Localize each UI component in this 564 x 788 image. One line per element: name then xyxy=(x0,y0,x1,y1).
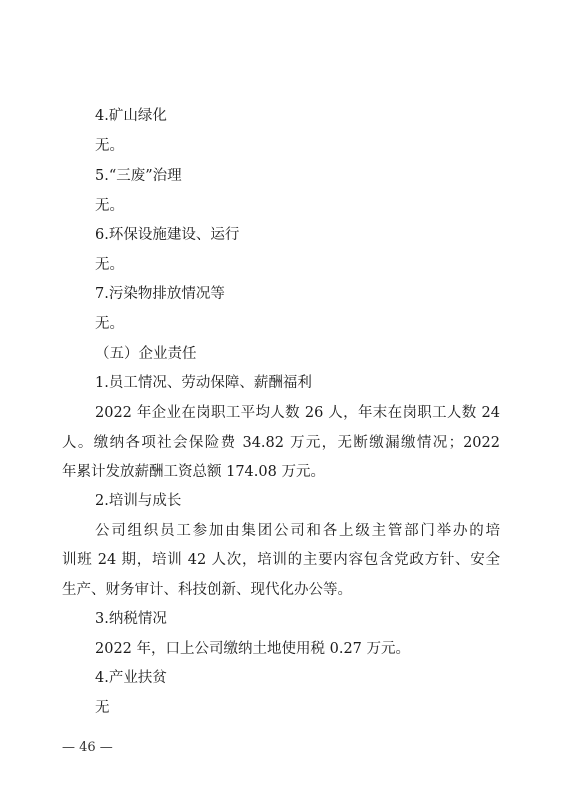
heading-tax: 3.纳税情况 xyxy=(95,611,167,627)
content-poverty: 无 xyxy=(95,700,110,716)
heading-training: 2.培训与成长 xyxy=(95,493,182,509)
heading-mine-greening: 4.矿山绿化 xyxy=(95,108,167,124)
paragraph-line: 公司组织员工参加由集团公司和各上级主管部门举办的培 xyxy=(95,523,500,539)
paragraph-line: 训班 24 期，培训 42 人次，培训的主要内容包含党政方针、安全 xyxy=(62,552,500,568)
heading-employees: 1.员工情况、劳动保障、薪酬福利 xyxy=(95,375,312,391)
paragraph-line: 生产、财务审计、科技创新、现代化办公等。 xyxy=(62,582,352,598)
paragraph-line: 人。缴纳各项社会保险费 34.82 万元，无断缴漏缴情况；2022 xyxy=(62,435,500,451)
content-env-facilities: 无。 xyxy=(95,257,124,273)
heading-poverty: 4.产业扶贫 xyxy=(95,670,167,686)
heading-pollutant: 7.污染物排放情况等 xyxy=(95,286,225,302)
content-three-wastes: 无。 xyxy=(95,198,124,214)
paragraph-line: 年累计发放薪酬工资总额 174.08 万元。 xyxy=(62,464,325,480)
heading-three-wastes: 5.“三废”治理 xyxy=(95,168,182,184)
heading-env-facilities: 6.环保设施建设、运行 xyxy=(95,227,240,243)
paragraph-line: 2022 年企业在岗职工平均人数 26 人，年末在岗职工人数 24 xyxy=(95,405,500,421)
content-pollutant: 无。 xyxy=(95,316,124,332)
page-number: — 46 — xyxy=(62,740,113,755)
content-tax: 2022 年，口上公司缴纳土地使用税 0.27 万元。 xyxy=(95,641,411,657)
content-mine-greening: 无。 xyxy=(95,138,124,154)
heading-corporate-responsibility: （五）企业责任 xyxy=(95,346,197,362)
